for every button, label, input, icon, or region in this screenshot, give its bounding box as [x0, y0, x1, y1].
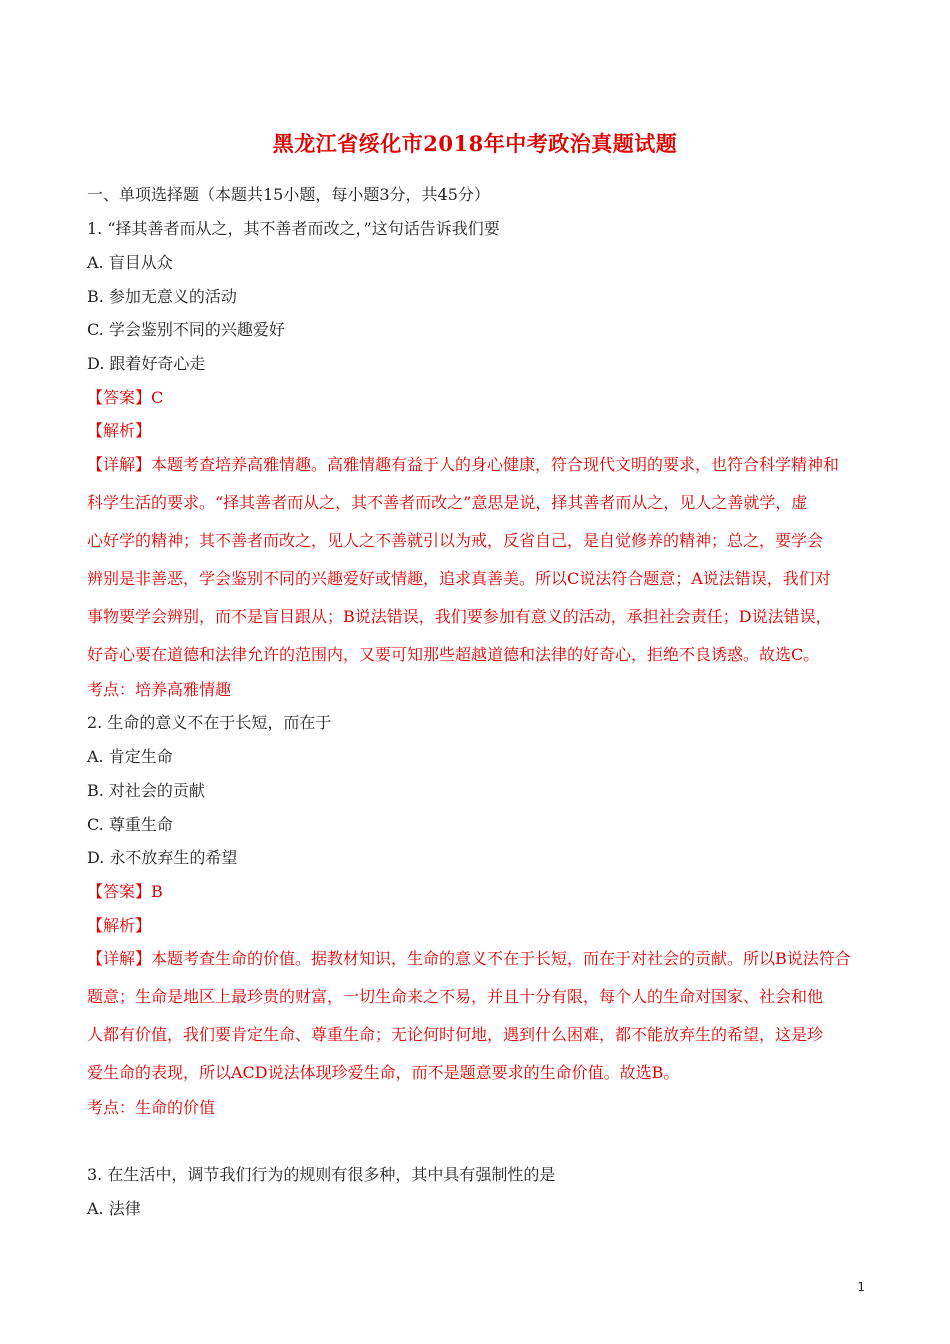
question-1-stem: 1. “择其善者而从之，其不善者而改之，”这句话告诉我们要 — [87, 219, 500, 238]
question-1-analysis-label: 【解析】 — [87, 421, 152, 440]
question-1-option-c: C. 学会鉴别不同的兴趣爱好 — [87, 320, 285, 339]
question-3-stem: 3. 在生活中，调节我们行为的规则有很多种，其中具有强制性的是 — [87, 1165, 556, 1184]
question-2-option-a: A. 肯定生命 — [87, 747, 173, 766]
question-2-kaodian: 考点：生命的价值 — [87, 1098, 216, 1117]
page-number: 1 — [857, 1280, 865, 1294]
detail-line: 科学生活的要求。“择其善者而从之，其不善者而改之”意思是说，择其善者而从之，见人之善就学，虚 — [87, 493, 808, 512]
question-1-answer: 【答案】C — [87, 388, 164, 407]
question-1-option-d: D. 跟着好奇心走 — [87, 354, 206, 373]
detail-line: 辨别是非善恶，学会鉴别不同的兴趣爱好或情趣，追求真善美。所以C说法符合题意；A说法错误，我们对 — [87, 569, 831, 588]
question-1-option-a: A. 盲目从众 — [87, 253, 173, 272]
question-1-kaodian: 考点：培养高雅情趣 — [87, 680, 232, 699]
detail-line: 人都有价值，我们要肯定生命、尊重生命；无论何时何地，遇到什么困难，都不能放弃生的希望，这是珍 — [87, 1025, 824, 1044]
detail-line: 题意；生命是地区上最珍贵的财富，一切生命来之不易，并且十分有限，每个人的生命对国家、社会和他 — [87, 987, 824, 1006]
detail-line: 好奇心要在道德和法律允许的范围内，又要可知那些超越道德和法律的好奇心，拒绝不良诱惑。故选C。 — [87, 645, 820, 664]
question-2-option-d: D. 永不放弃生的希望 — [87, 848, 238, 867]
question-1-option-b: B. 参加无意义的活动 — [87, 287, 237, 306]
section-heading: 一、单项选择题（本题共15小题，每小题3分，共45分） — [87, 185, 490, 204]
question-2-option-c: C. 尊重生命 — [87, 815, 173, 834]
question-2-analysis-label: 【解析】 — [87, 916, 152, 935]
detail-line: 事物要学会辨别，而不是盲目跟从；B说法错误，我们要参加有意义的活动，承担社会责任；D说法错误， — [87, 607, 832, 626]
question-2-detail — [87, 949, 877, 1101]
detail-line: 【详解】本题考查培养高雅情趣。高雅情趣有益于人的身心健康，符合现代文明的要求，也符合科学精神和 — [87, 455, 840, 474]
detail-line: 【详解】本题考查生命的价值。据教材知识，生命的意义不在于长短，而在于对社会的贡献。所以B说法符合 — [87, 949, 851, 968]
question-3-option-a: A. 法律 — [87, 1199, 141, 1218]
question-2-stem: 2. 生命的意义不在于长短，而在于 — [87, 713, 332, 732]
question-1-detail — [87, 455, 877, 683]
page-title: 黑龙江省绥化市2018年中考政治真题试题 — [272, 131, 678, 156]
question-2-option-b: B. 对社会的贡献 — [87, 781, 205, 800]
detail-line: 心好学的精神；其不善者而改之，见人之不善就引以为戒，反省自己，是自觉修养的精神；总之，要学会 — [87, 531, 824, 550]
question-2-answer: 【答案】B — [87, 882, 163, 901]
detail-line: 爱生命的表现，所以ACD说法体现珍爱生命，而不是题意要求的生命价值。故选B。 — [87, 1063, 680, 1082]
